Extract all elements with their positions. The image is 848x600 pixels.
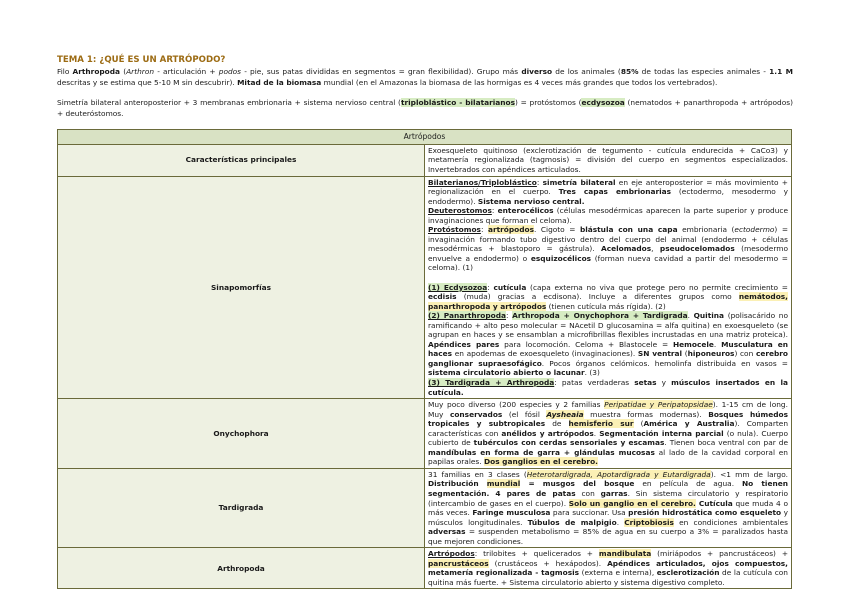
page-title: TEMA 1: ¿QUÉ ES UN ARTRÓPODO? <box>57 55 226 65</box>
row-label: Tardigrada <box>58 468 425 547</box>
synapomorphy-ecdysozoa: (1) Ecdysozoa: cutícula (capa externa no viva que protege pero no permite crecimiento = ecdisis (muda) gracias a ecdisona). Incluye a diferentes grupos como nemátodos, panarthropoda y artrópodos (tienen cutícula más rígida). (2) <box>428 282 788 311</box>
row-label: Arthropoda <box>58 548 425 589</box>
row-content: Artrópodos: trilobites + quelicerados + mandibulata (miriápodos + pancrustáceos) + pancrustáceos (crustáceos + hexápodos). Apéndices articulados, ojos compuestos, metamería regionalizada - tagmosis (externa e interna), esclerotización de la cutícula con quitina más fuerte. + Sistema circulatorio abierto y sistema digestivo completo. <box>425 548 792 589</box>
table-row <box>58 399 792 469</box>
table-header: Artrópodos <box>58 130 792 145</box>
synapomorphy-bilaterians: Bilaterianos/Triploblástico: simetría bilateral en eje anteroposterior = más movimiento + regionalización en el cuerpo. Tres capas embrionarias (ectodermo, mesodermo y endodermo). Sistema nervioso central. <box>428 177 789 206</box>
symmetry-paragraph: Simetría bilateral anteroposterior + 3 membranas embrionaria + sistema nervioso central (triploblástico - bilatarianos) = protóstomos (ecdysozoa (nematodos + panarthropoda + artrópodos) + deuteróstomos. <box>57 98 794 118</box>
row-content: 31 familias en 3 clases (Heterotardigrada, Apotardigrada y Eutardigrada). <1 mm de largo. Distribución mundial = musgos del bosque en película de agua. No tienen segmentación. 4 pares de patas con garras. Sin sistema circulatorio y respiratorio (intercambio de gases en el cuerpo). Solo un ganglio en el cerebro. Cutícula que muda 4 o más veces. Faringe musculosa para succionar. Usa presión hidrostática como esqueleto y músculos longitudinales. Túbulos de malpigio. Criptobiosis en condiciones ambientales adversas = suspenden metabolismo = 85% de agua en su cuerpo a 3% = paralizados hasta que mejoren condiciones. <box>425 468 792 547</box>
row-content: Muy poco diverso (200 especies y 2 familias Peripatidae y Peripatopsidae). 1-15 cm de long. Muy conservados (el fósil Aysheaia muestra formas modernas). Bosques húmedos tropicales y subtropicales de hemisferio sur (América y Australia). Comparten características con anélidos y artrópodos. Segmentación interna parcial (o nula). Cuerpo cubierto de tubérculos con cerdas sensoriales y escamas. Tienen boca ventral con par de mandíbulas en forma de garra + glándulas mucosas al lado de la cavidad corporal en papilas orales. Dos ganglios en el cerebro. <box>425 399 792 469</box>
row-label: Sinapomorfías <box>58 176 425 399</box>
intro-paragraph: Filo Arthropoda (Arthron - articulación + podos - pie, sus patas divididas en segmentos = gran flexibilidad). Grupo más diverso de los animales (85% de todas las especies animales - 1.1 M descritas y se estima que 5-10 M sin descubrir). Mitad de la biomasa mundial (en el Amazonas la biomasa de las hormigas es 4 veces más grandes que todos los vertebrados). <box>57 67 793 87</box>
table-row <box>58 548 792 589</box>
synapomorphy-deuterostomes: Deuterostomos: enterocélicos (células mesodérmicas aparecen la parte superior y produce invaginaciones que forman el celoma). <box>428 206 789 225</box>
table-row <box>58 144 792 176</box>
row-content: Exoesqueleto quitinoso (exclerotización de tegumento - cutícula endurecida + CaCo3) y metamería regionalizada (tagmosis) = división del cuerpo en segmentos especializados. Invertebrados con apéndices articulados. <box>425 144 792 176</box>
row-label: Onychophora <box>58 399 425 469</box>
row-label: Características principales <box>58 144 425 176</box>
row-content <box>425 176 792 399</box>
synapomorphy-tardigrada-arthropoda: (3) Tardigrada + Arthropoda: patas verdaderas setas y músculos insertados en la cutícula. <box>428 378 788 397</box>
table-row <box>58 468 792 547</box>
arthropods-table <box>57 129 792 589</box>
document-page <box>57 55 793 589</box>
synapomorphy-panarthropoda: (2) Panarthropoda: Arthropoda + Onychophora + Tardigrada. Quitina (polisacárido no ramificando + alto peso molecular = NAcetil D glucosamina = alfa quitina) en exoesqueleto (se agrupan en haces y se ensamblan a microfibrillas flexibles incrustadas en una matriz proteica). Apéndices pares para locomoción. Celoma + Blastocele = Hemocele. Musculatura en haces en apodemas de exoesqueleto (invaginaciones). SN ventral (hiponeuros) con cerebro ganglionar supraesofágico. Pocos órganos celómicos. hemolinfa distribuida en vasos = sistema circulatorio abierto o lacunar. (3) <box>428 311 789 378</box>
synapomorphy-protostomes: Protóstomos: artrópodos. Cigoto = blástula con una capa embrionaria (ectodermo) = invaginación formando tubo digestivo dentro del cuerpo del animal (endodermo + células mesodérmicas + blastoporo = gástrula). Acelomados, pseudocelomados (mesodermo envuelve a endodermo) o esquizocélicos (forman nueva cavidad a partir del mesodermo = celoma). (1) <box>428 225 789 273</box>
table-row <box>58 176 792 399</box>
